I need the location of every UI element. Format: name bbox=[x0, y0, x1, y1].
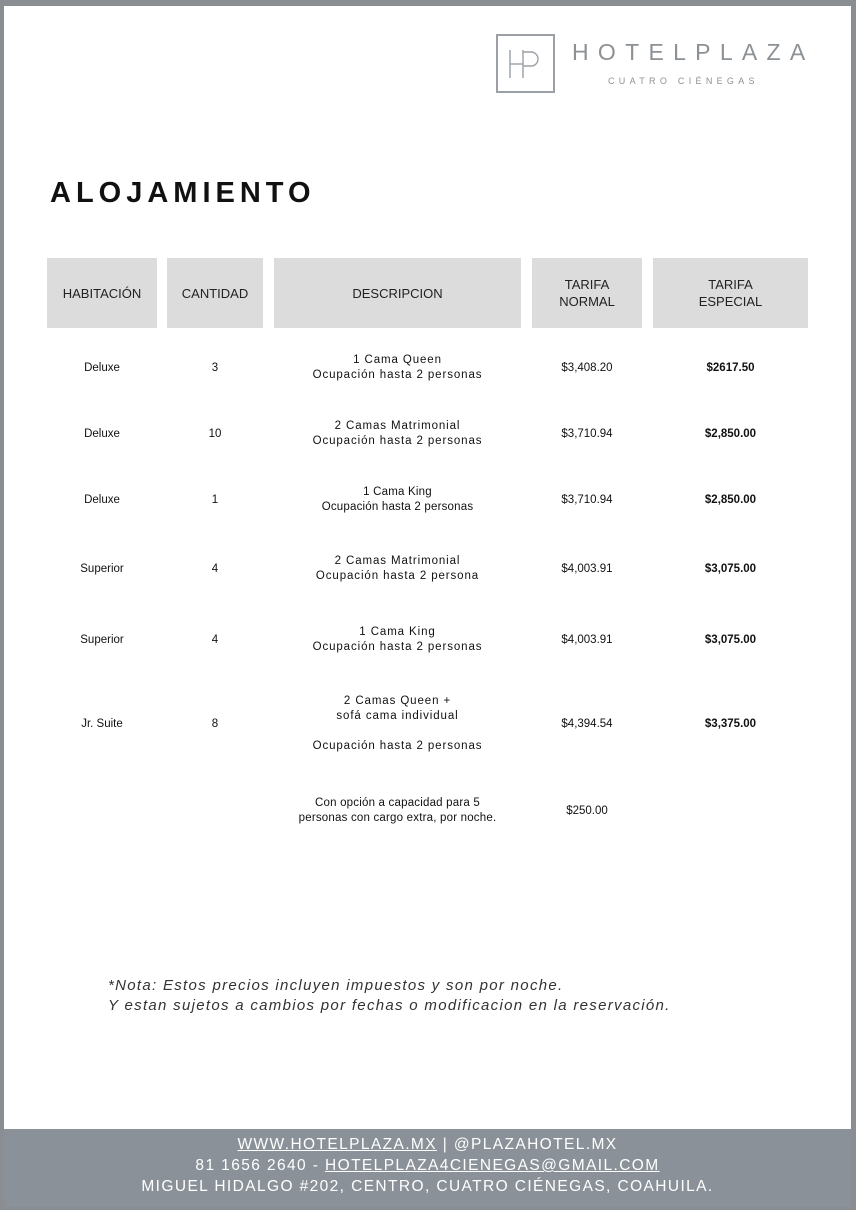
cell-normal-rate: $4,003.91 bbox=[561, 633, 613, 646]
cell-quantity: 4 bbox=[211, 633, 219, 646]
header-habitacion: HABITACIÓN bbox=[47, 258, 157, 328]
header-tarifa-normal: TARIFA NORMAL bbox=[532, 258, 642, 328]
cell-normal-rate: $3,408.20 bbox=[561, 361, 613, 374]
cell-room: Deluxe bbox=[84, 493, 120, 506]
social-handle: @PLAZAHOTEL.MX bbox=[453, 1136, 618, 1153]
footer bbox=[4, 1129, 851, 1207]
cell-description: 1 Cama Queen Ocupación hasta 2 personas bbox=[312, 354, 483, 381]
cell-room: Jr. Suite bbox=[81, 717, 123, 730]
website-link[interactable]: WWW.HOTELPLAZA.MX bbox=[237, 1136, 437, 1153]
table-row-extra bbox=[4, 791, 851, 831]
cell-room: Deluxe bbox=[84, 427, 120, 440]
header-tarifa-especial: TARIFA ESPECIAL bbox=[653, 258, 808, 328]
document-page bbox=[4, 6, 851, 1207]
cell-quantity: 4 bbox=[211, 562, 219, 575]
cell-normal-rate: $3,710.94 bbox=[561, 427, 613, 440]
table-row bbox=[4, 475, 851, 525]
cell-quantity: 1 bbox=[211, 493, 219, 506]
table-row bbox=[4, 544, 851, 594]
email-link[interactable]: HOTELPLAZA4CIENEGAS@GMAIL.COM bbox=[325, 1157, 660, 1174]
footer-separator: | bbox=[436, 1136, 454, 1153]
footer-line-1 bbox=[4, 1134, 851, 1155]
cell-normal-rate: $4,003.91 bbox=[561, 562, 613, 575]
brand-name: HOTELPLAZA bbox=[572, 39, 815, 65]
phone-number: 81 1656 2640 - bbox=[195, 1157, 326, 1174]
cell-quantity: 3 bbox=[211, 361, 219, 374]
table-row bbox=[4, 409, 851, 459]
hp-monogram-icon bbox=[504, 44, 548, 84]
header-cantidad: CANTIDAD bbox=[167, 258, 263, 328]
cell-extra-rate: $250.00 bbox=[566, 804, 608, 817]
page-title: ALOJAMIENTO bbox=[50, 177, 316, 209]
cell-special-rate: $3,375.00 bbox=[704, 717, 757, 730]
cell-extra-description: Con opción a capacidad para 5 personas con cargo extra, por noche. bbox=[298, 797, 497, 824]
cell-room: Superior bbox=[80, 562, 124, 575]
cell-description: 2 Camas Queen + sofá cama individual Ocupación hasta 2 personas bbox=[312, 695, 483, 752]
cell-description: 2 Camas Matrimonial Ocupación hasta 2 personas bbox=[312, 420, 483, 447]
cell-special-rate: $3,075.00 bbox=[704, 562, 757, 575]
footer-line-2 bbox=[4, 1155, 851, 1176]
price-note: *Nota: Estos precios incluyen impuestos y son por noche. Y estan sujetos a cambios por fechas o modificacion en la reservación. bbox=[108, 977, 671, 1014]
cell-description: 1 Cama King Ocupación hasta 2 personas bbox=[312, 626, 483, 653]
cell-special-rate: $3,075.00 bbox=[704, 633, 757, 646]
cell-room: Superior bbox=[80, 633, 124, 646]
table-row bbox=[4, 343, 851, 393]
cell-special-rate: $2,850.00 bbox=[704, 427, 757, 440]
cell-room: Deluxe bbox=[84, 361, 120, 374]
logo-mark bbox=[496, 34, 555, 93]
table-row bbox=[4, 689, 851, 759]
brand-subtitle: CUATRO CIÉNEGAS bbox=[608, 76, 759, 86]
cell-special-rate: $2,850.00 bbox=[704, 493, 757, 506]
cell-normal-rate: $3,710.94 bbox=[561, 493, 613, 506]
cell-special-rate: $2617.50 bbox=[706, 361, 755, 374]
cell-quantity: 8 bbox=[211, 717, 219, 730]
footer-address: MIGUEL HIDALGO #202, CENTRO, CUATRO CIÉNEGAS, COAHUILA. bbox=[141, 1178, 714, 1195]
cell-normal-rate: $4,394.54 bbox=[561, 717, 613, 730]
header-descripcion: DESCRIPCION bbox=[274, 258, 521, 328]
cell-description: 1 Cama King Ocupación hasta 2 personas bbox=[321, 486, 474, 513]
cell-description: 2 Camas Matrimonial Ocupación hasta 2 persona bbox=[315, 555, 480, 582]
table-row bbox=[4, 615, 851, 665]
cell-quantity: 10 bbox=[208, 427, 222, 440]
